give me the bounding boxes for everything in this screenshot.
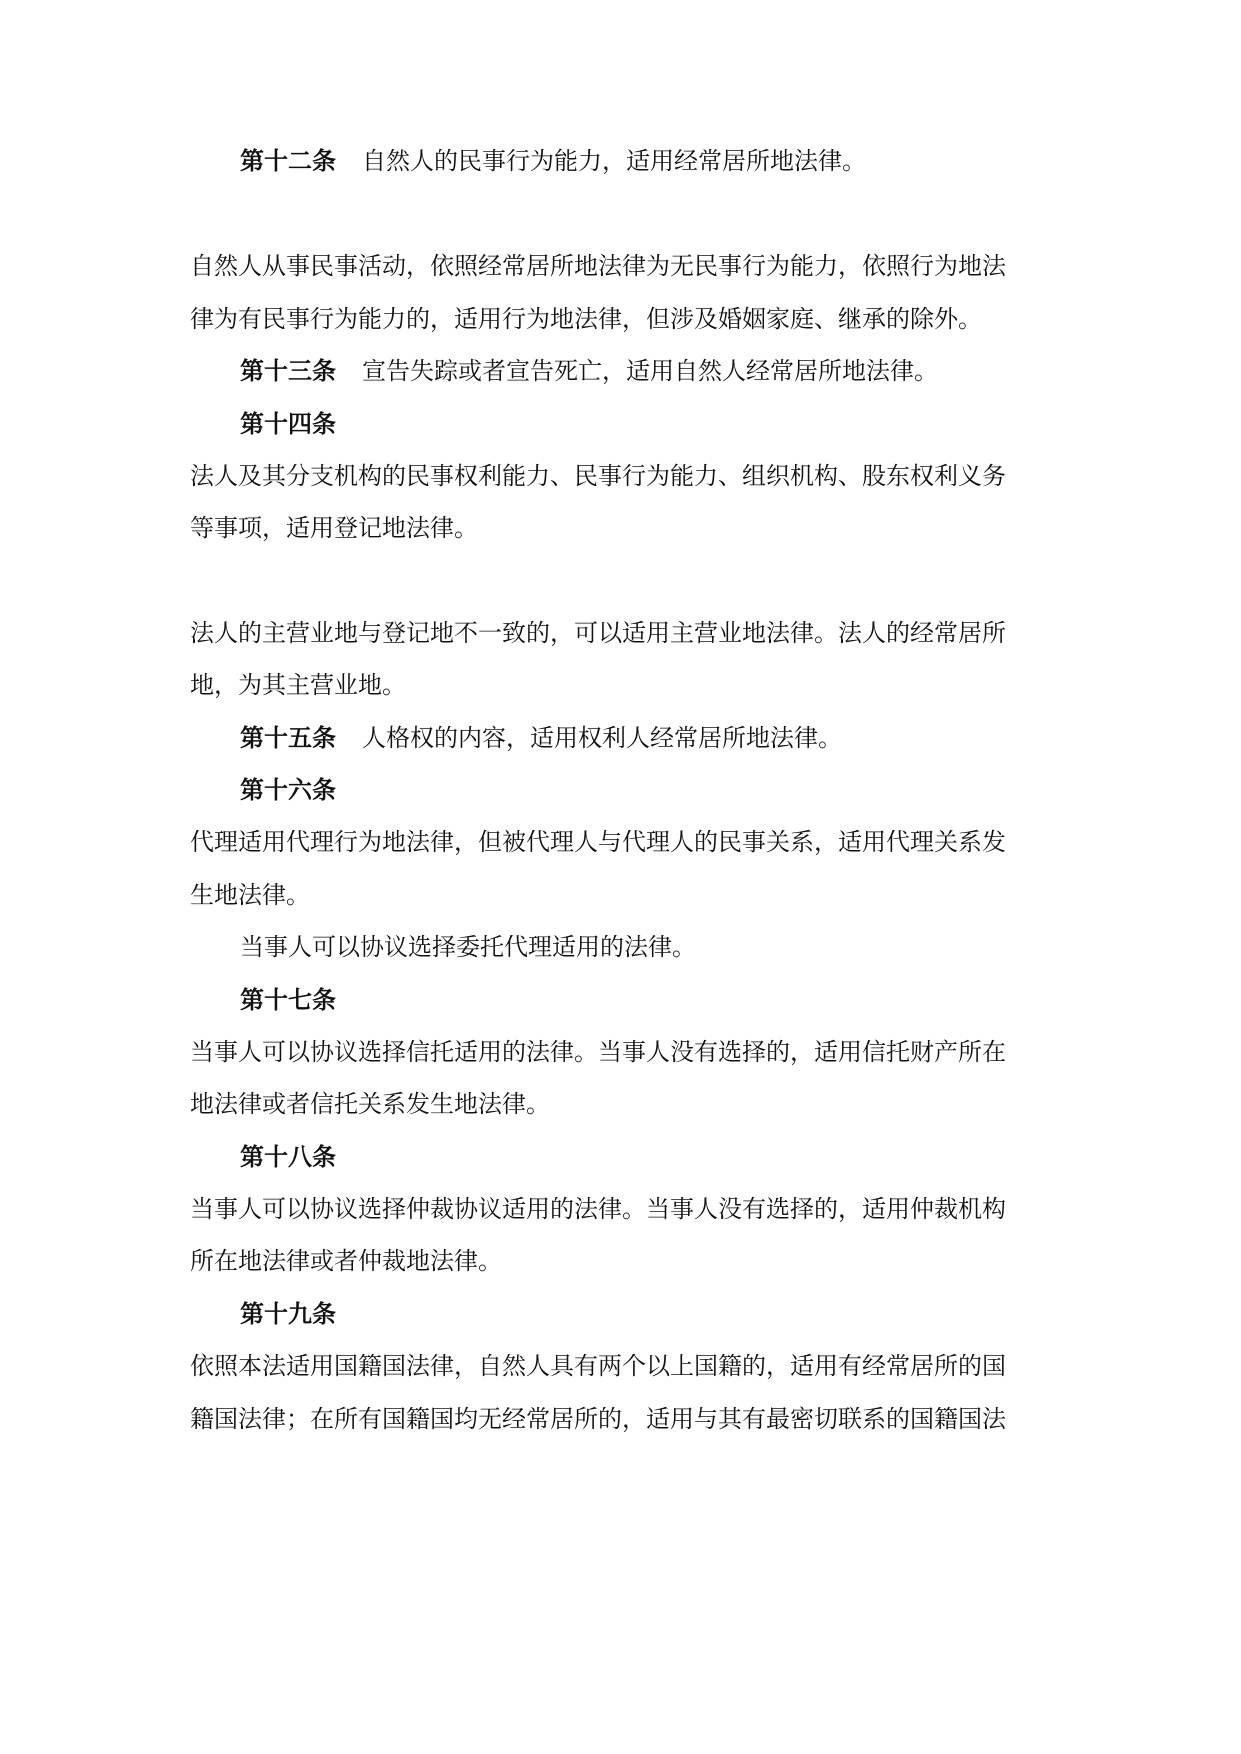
paragraph-line: 所在地法律或者仲裁地法律。 <box>190 1247 502 1275</box>
article-13-line <box>240 356 938 386</box>
paragraph-line: 生地法律。 <box>190 881 310 909</box>
article-15-line <box>240 723 842 753</box>
paragraph-line: 当事人可以协议选择委托代理适用的法律。 <box>240 933 696 961</box>
article-text: 宣告失踪或者宣告死亡，适用自然人经常居所地法律。 <box>362 357 938 385</box>
paragraph-line: 等事项，适用登记地法律。 <box>190 514 478 542</box>
article-text: 自然人的民事行为能力，适用经常居所地法律。 <box>362 147 866 175</box>
paragraph-line: 律为有民事行为能力的，适用行为地法律，但涉及婚姻家庭、继承的除外。 <box>190 305 982 333</box>
paragraph-line: 依照本法适用国籍国法律，自然人具有两个以上国籍的，适用有经常居所的国 <box>190 1352 1006 1380</box>
paragraph-line: 当事人可以协议选择信托适用的法律。当事人没有选择的，适用信托财产所在 <box>190 1038 1006 1066</box>
article-heading: 第十九条 <box>240 1299 336 1328</box>
article-12-line <box>240 146 866 176</box>
paragraph-line: 法人的主营业地与登记地不一致的，可以适用主营业地法律。法人的经常居所 <box>190 619 1006 647</box>
article-heading: 第十八条 <box>240 1142 336 1171</box>
article-heading: 第十四条 <box>240 409 336 438</box>
paragraph-line: 法人及其分支机构的民事权利能力、民事行为能力、组织机构、股东权利义务 <box>190 462 1006 490</box>
paragraph-line: 自然人从事民事活动，依照经常居所地法律为无民事行为能力，依照行为地法 <box>190 252 1006 280</box>
paragraph-line: 当事人可以协议选择仲裁协议适用的法律。当事人没有选择的，适用仲裁机构 <box>190 1195 1006 1223</box>
paragraph-line: 代理适用代理行为地法律，但被代理人与代理人的民事关系，适用代理关系发 <box>190 828 1006 856</box>
paragraph-line: 地，为其主营业地。 <box>190 671 406 699</box>
article-heading: 第十三条 <box>240 356 336 385</box>
article-heading: 第十七条 <box>240 985 336 1014</box>
article-heading: 第十六条 <box>240 775 336 804</box>
article-heading: 第十二条 <box>240 146 336 175</box>
paragraph-line: 籍国法律；在所有国籍国均无经常居所的，适用与其有最密切联系的国籍国法 <box>190 1405 1006 1433</box>
article-text: 人格权的内容，适用权利人经常居所地法律。 <box>362 724 842 752</box>
paragraph-line: 地法律或者信托关系发生地法律。 <box>190 1090 550 1118</box>
article-heading: 第十五条 <box>240 723 336 752</box>
